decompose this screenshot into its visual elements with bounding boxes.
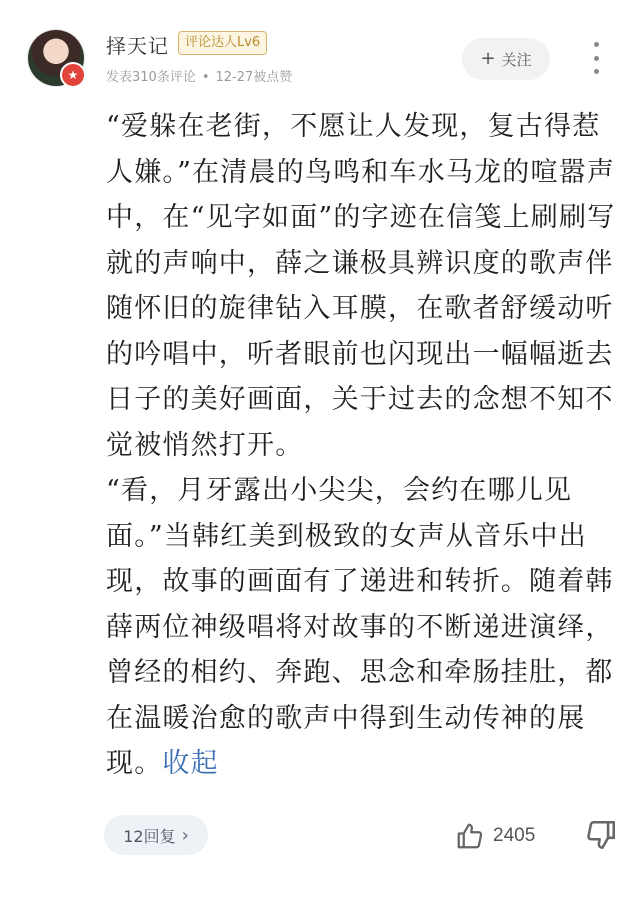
replies-label: 12回复: [123, 826, 176, 846]
collapse-link[interactable]: 收起: [162, 748, 219, 779]
follow-button[interactable]: [462, 38, 550, 80]
level-badge: 评论达人Lv6: [178, 31, 267, 55]
star-badge-icon: ★: [60, 62, 86, 88]
plus-icon: +: [480, 48, 496, 69]
comment-header: [0, 0, 640, 100]
liked-date: 12-27被点赞: [215, 70, 293, 85]
comment-paragraph-2-text: “看，月牙露出小尖尖，会约在哪儿见面。”当韩红美到极致的女声从音乐中出现，故事的画面有了递进和转折。随着韩薛两位神级唱将对故事的不断递进演绎，曾经的相约、奔跑、思念和牵肠挂肚，都在温暖治愈的歌声中得到生动传神的展现。: [106, 475, 614, 779]
thumbs-down-icon: [584, 818, 618, 852]
dislike-button[interactable]: [584, 818, 618, 854]
author-name[interactable]: 择天记: [106, 34, 169, 58]
replies-button[interactable]: [104, 815, 208, 855]
like-count: 2405: [493, 825, 536, 846]
review-count: 发表310条评论: [106, 70, 196, 85]
like-button[interactable]: [455, 816, 535, 856]
thumbs-up-icon: [455, 821, 485, 851]
author-meta: [106, 66, 292, 85]
comment-body: [106, 104, 616, 787]
comment-paragraph-1: “爱躲在老街，不愿让人发现，复古得惹人嫌。”在清晨的鸟鸣和车水马龙的喧嚣声中，在“见字如面”的字迹在信笺上刷刷写就的声响中，薛之谦极具辨识度的歌声伴随怀旧的旋律钻入耳膜，在歌者舒缓动听的吟唱中，听者眼前也闪现出一幅幅逝去日子的美好画面，关于过去的念想不知不觉被悄然打开。: [106, 111, 616, 461]
meta-separator: •: [201, 70, 210, 85]
follow-label: 关注: [501, 50, 532, 69]
more-vertical-icon[interactable]: [586, 42, 606, 74]
comment-paragraph-2: [106, 468, 616, 787]
chevron-right-icon: ›: [181, 824, 189, 846]
